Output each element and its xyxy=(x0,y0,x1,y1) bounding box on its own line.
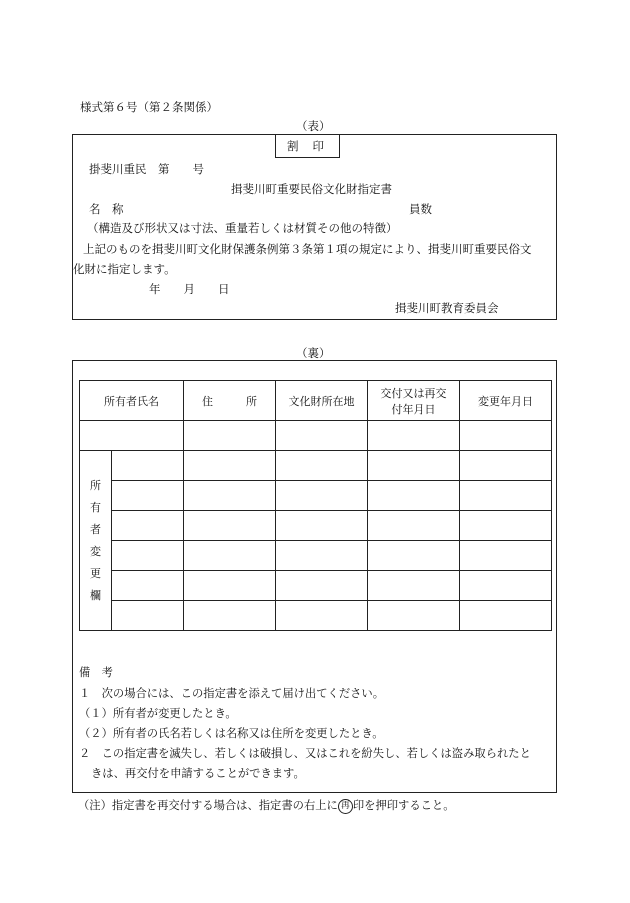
certificate-number-line: 掛斐川重民 第 号 xyxy=(89,162,204,176)
table-cell[interactable] xyxy=(184,541,276,571)
table-cell[interactable] xyxy=(368,421,460,451)
name-label: 名 称 xyxy=(89,202,124,216)
table-cell[interactable] xyxy=(184,601,276,631)
table-cell[interactable] xyxy=(112,481,184,511)
table-cell[interactable] xyxy=(184,481,276,511)
table-cell[interactable] xyxy=(276,451,368,481)
form-number: 様式第６号（第２条関係） xyxy=(80,100,218,114)
front-heading: （表） xyxy=(296,119,331,133)
table-cell[interactable] xyxy=(368,481,460,511)
table-cell[interactable] xyxy=(112,571,184,601)
table-cell[interactable] xyxy=(460,451,552,481)
table-cell[interactable] xyxy=(368,511,460,541)
date-line: 年 月 日 xyxy=(149,282,230,296)
table-cell[interactable] xyxy=(368,451,460,481)
table-cell[interactable] xyxy=(112,601,184,631)
header-issue-date-line-2: 付年月日 xyxy=(391,402,436,416)
owner-change-table xyxy=(79,380,552,631)
table-cell[interactable] xyxy=(368,601,460,631)
table-cell[interactable] xyxy=(368,541,460,571)
structure-note: （構造及び形状又は寸法、重量若しくは材質その他の特徴） xyxy=(87,221,398,235)
reissue-seal-mark: 再 xyxy=(338,799,353,814)
table-cell[interactable] xyxy=(276,601,368,631)
front-certificate-box xyxy=(72,134,557,320)
table-header-row xyxy=(80,381,552,421)
table-cell[interactable] xyxy=(276,421,368,451)
table-cell[interactable] xyxy=(460,421,552,451)
table-cell[interactable] xyxy=(276,571,368,601)
header-address: 住 所 xyxy=(184,381,276,421)
table-cell[interactable] xyxy=(112,511,184,541)
header-issue-date xyxy=(368,381,460,421)
table-row xyxy=(80,451,552,481)
remark-item-1-1: （１）所有者が変更したとき。 xyxy=(79,707,237,720)
table-cell[interactable] xyxy=(460,481,552,511)
table-cell[interactable] xyxy=(368,571,460,601)
table-cell[interactable] xyxy=(112,451,184,481)
table-row xyxy=(80,481,552,511)
table-row xyxy=(80,571,552,601)
table-cell[interactable] xyxy=(460,541,552,571)
table-cell[interactable] xyxy=(184,571,276,601)
table-cell[interactable] xyxy=(460,601,552,631)
table-cell[interactable] xyxy=(80,421,184,451)
back-section-box xyxy=(72,360,557,793)
table-cell[interactable] xyxy=(276,481,368,511)
table-row xyxy=(80,541,552,571)
table-row xyxy=(80,601,552,631)
owner-change-column-label: 所 有 者 変 更 欄 xyxy=(80,451,112,631)
table-row xyxy=(80,421,552,451)
table-cell[interactable] xyxy=(184,451,276,481)
table-cell[interactable] xyxy=(460,511,552,541)
table-row xyxy=(80,511,552,541)
seal-box: 割印 xyxy=(275,135,340,158)
table-cell[interactable] xyxy=(276,511,368,541)
body-text-line-2: 化財に指定します。 xyxy=(73,262,176,276)
table-cell[interactable] xyxy=(184,511,276,541)
certificate-title: 揖斐川町重要民俗文化財指定書 xyxy=(231,182,392,196)
remark-item-1: １ 次の場合には、この指定書を添えて届け出てください。 xyxy=(79,687,385,700)
header-owner-name: 所有者氏名 xyxy=(80,381,184,421)
count-label: 員数 xyxy=(409,202,432,216)
remarks-title: 備 考 xyxy=(79,666,113,679)
table-cell[interactable] xyxy=(112,541,184,571)
table-cell[interactable] xyxy=(184,421,276,451)
remark-item-2: ２ この指定書を滅失し、若しくは破損し、又はこれを紛失し、若しくは盗み取られたと xyxy=(79,747,531,760)
header-change-date: 変更年月日 xyxy=(460,381,552,421)
remark-item-1-2: （２）所有者の氏名若しくは名称又は住所を変更したとき。 xyxy=(79,727,384,740)
issuer-name: 揖斐川町教育委員会 xyxy=(395,301,499,315)
body-text-line-1: 上記のものを揖斐川町文化財保護条例第３条第１項の規定により、揖斐川町重要民俗文 xyxy=(83,242,532,256)
footnote xyxy=(78,797,455,814)
remark-item-2-continued: きは、再交付を申請することができます。 xyxy=(91,767,305,780)
table-cell[interactable] xyxy=(276,541,368,571)
footnote-text-after: 印を押印すること。 xyxy=(352,799,455,812)
footnote-text-before: （注）指定書を再交付する場合は、指定書の右上に xyxy=(78,799,338,812)
header-property-location: 文化財所在地 xyxy=(276,381,368,421)
table-cell[interactable] xyxy=(460,571,552,601)
header-issue-date-line-1: 交付又は再交 xyxy=(380,386,447,400)
back-heading: （裏） xyxy=(296,346,331,360)
